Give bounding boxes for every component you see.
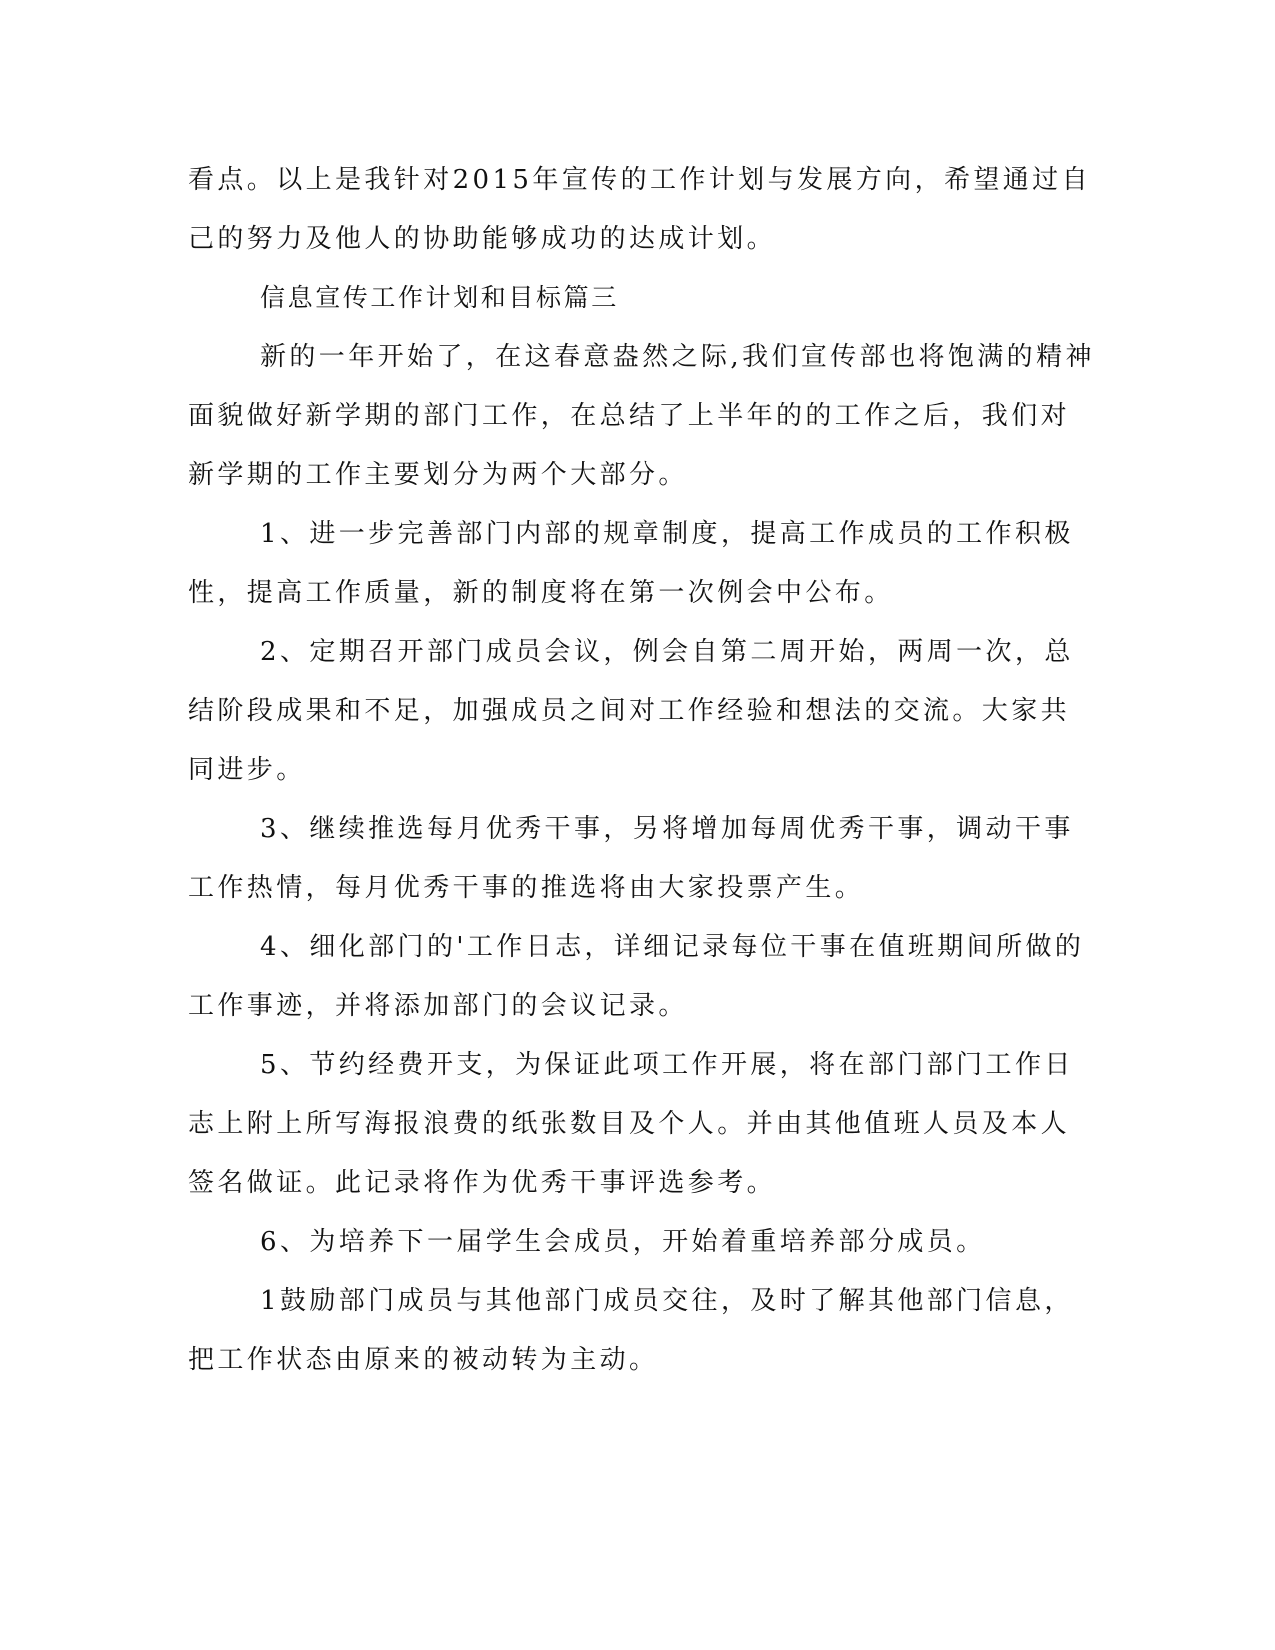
paragraph-line: 新学期的工作主要划分为两个大部分。 [188, 460, 688, 490]
list-item-line: 同进步。 [188, 755, 306, 785]
list-item-line: 把工作状态由原来的被动转为主动。 [188, 1345, 659, 1375]
list-item-line: 志上附上所写海报浪费的纸张数目及个人。并由其他值班人员及本人 [188, 1109, 1071, 1139]
list-item-line: 1鼓励部门成员与其他部门成员交往，及时了解其他部门信息， [260, 1286, 1074, 1316]
list-item-line: 签名做证。此记录将作为优秀干事评选参考。 [188, 1168, 777, 1198]
list-item-line: 3、继续推选每月优秀干事，另将增加每周优秀干事，调动干事 [260, 814, 1074, 844]
paragraph-line: 新的一年开始了，在这春意盎然之际,我们宣传部也将饱满的精神 [260, 342, 1095, 372]
list-item-line: 性，提高工作质量，新的制度将在第一次例会中公布。 [188, 578, 894, 608]
list-item-line: 5、节约经费开支，为保证此项工作开展，将在部门部门工作日 [260, 1050, 1074, 1080]
list-item-line: 工作事迹，并将添加部门的会议记录。 [188, 991, 688, 1021]
section-heading: 信息宣传工作计划和目标篇三 [260, 283, 619, 312]
paragraph-line: 面貌做好新学期的部门工作，在总结了上半年的的工作之后，我们对 [188, 401, 1071, 431]
list-item-line: 6、为培养下一届学生会成员，开始着重培养部分成员。 [260, 1227, 986, 1257]
paragraph-line: 看点。以上是我针对2015年宣传的工作计划与发展方向，希望通过自 [188, 165, 1091, 195]
list-item-line: 4、细化部门的'工作日志，详细记录每位干事在值班期间所做的 [260, 932, 1085, 962]
list-item-line: 结阶段成果和不足，加强成员之间对工作经验和想法的交流。大家共 [188, 696, 1071, 726]
list-item-line: 2、定期召开部门成员会议，例会自第二周开始，两周一次，总 [260, 637, 1074, 667]
list-item-line: 1、进一步完善部门内部的规章制度，提高工作成员的工作积极 [260, 519, 1074, 549]
list-item-line: 工作热情，每月优秀干事的推选将由大家投票产生。 [188, 873, 865, 903]
paragraph-line: 己的努力及他人的协助能够成功的达成计划。 [188, 224, 777, 254]
